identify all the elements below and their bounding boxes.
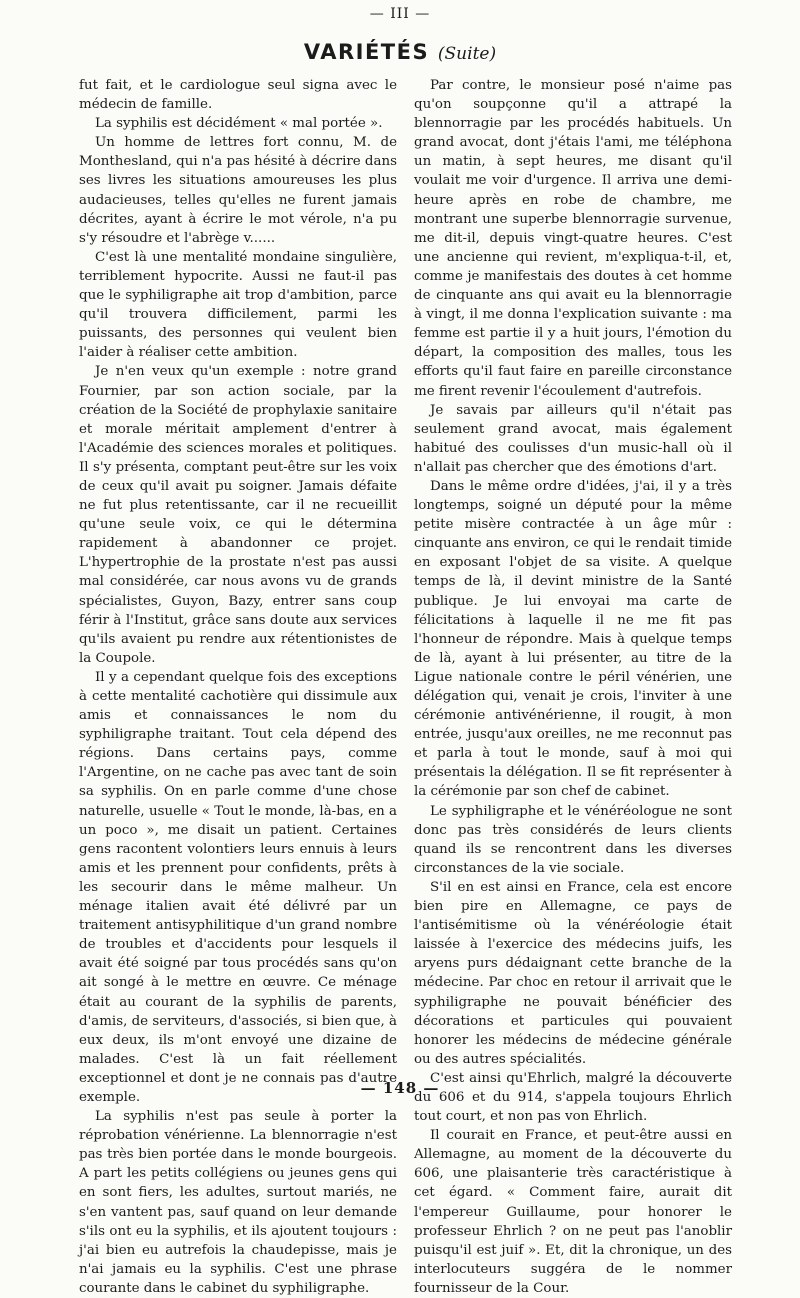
paragraph: S'il en est ainsi en France, cela est encore bien pire en Allemagne, ce pays de l'antisémitisme où la vénéréologie était laissée à l'exercice des médecins juifs, les aryens purs dédaignant cette branche de la médecine. Par choc en retour il arrivait que le syphiligraphe ne pouvait bénéficier des décorations et particules qui pouvaient honorer les médecins de médecine générale ou des autres spécialités. <box>414 879 732 1067</box>
title-text: VARIÉTÉS <box>303 40 430 64</box>
paragraph: Dans le même ordre d'idées, j'ai, il y a très longtemps, soigné un député pour la même petite misère contractée à un âge mûr : cinquante ans environ, ce qui le rendait timide en exposant l'objet de sa visite. A quelque temps de là, il devint ministre de la Santé publique. Je lui envoyai ma carte de félicitations à laquelle il ne me fit pas l'honneur de répondre. Mais à quelque temps de là, ayant à lui présenter, au titre de la Ligue nationale contre le péril vénérien, une délégation qui, venait je crois, l'inviter à une cérémonie antivénérienne, il rougit, à mon entrée, jusqu'aux oreilles, ne me reconnut pas et parla à tout le monde, sauf à moi qui présentais la délégation. Il se fit représenter à la cérémonie par son chef de cabinet. <box>414 478 732 800</box>
right-column <box>414 76 732 1298</box>
paragraph: La syphilis est décidément « mal portée ». <box>95 116 383 132</box>
paragraph: Je savais par ailleurs qu'il n'était pas seulement grand avocat, mais également habitué des coulisses d'un music-hall où il n'allait pas chercher que des émotions d'art. <box>414 402 732 475</box>
paragraph: C'est là une mentalité mondaine singulière, terriblement hypocrite. Aussi ne faut-il pas que le syphiligraphe ait trop d'ambition, parce qu'il trouvera difficilement, parmi les puissants, des personnes qui veulent bien l'aider à réaliser cette ambition. <box>79 249 397 361</box>
page-number: — 148 — <box>360 1079 440 1097</box>
title-suffix: (Suite) <box>437 44 497 64</box>
paragraph: Par contre, le monsieur posé n'aime pas qu'on soupçonne qu'il a attrapé la blennorragie par les procédés habituels. Un grand avocat, dont j'étais l'ami, me téléphona un matin, à sept heures, me disant qu'il voulait me voir d'urgence. Il arriva une demi-heure après en robe de chambre, me montrant une superbe blennorragie survenue, me dit-il, depuis vingt-quatre heures. C'est une ancienne qui revient, m'expliqua-t-il, et, comme je manifestais des doutes à cet homme de cinquante ans qui avait eu la blennorragie à vingt, il me donna l'explication suivante : ma femme est partie il y a huit jours, l'émotion du départ, la composition des malles, tous les efforts qu'il faut faire en pareille circonstance me firent revenir l'écoulement d'autrefois. <box>414 78 732 399</box>
paragraph: Il courait en France, et peut-être aussi en Allemagne, au moment de la découverte du 606, une plaisanterie très caractéristique à cet égard. « Comment faire, aurait dit l'empereur Guillaume, pour honorer le professeur Ehrlich ? on ne peut pas l'anoblir puisqu'il est juif ». Et, dit la chronique, un des interlocuteurs suggéra de le nommer fournisseur de la Cour. <box>414 1128 732 1296</box>
paragraph: fut fait, et le cardiologue seul signa avec le médecin de famille. <box>79 78 397 113</box>
paragraph: Il y a cependant quelque fois des exceptions à cette mentalité cachotière qui dissimule aux amis et connaissances le nom du syphiligraphe traitant. Tout cela dépend des régions. Dans certains pays, comme l'Argentine, on ne cache pas avec tant de soin sa syphilis. On en parle comme d'une chose naturelle, usuelle « Tout le monde, là-bas, en a un poco », me disait un patient. Certaines gens racontent volontiers leurs ennuis à leurs amis et les prennent pour confidents, prêts à les secourir dans le même malheur. Un ménage italien avait été délivré par un traitement antisyphilitique d'un grand nombre de troubles et d'accidents pour lesquels il avait été soigné par tous procédés sans qu'on ait songé à le mettre en œuvre. Ce ménage était au courant de la syphilis de parents, d'amis, de serviteurs, d'associés, si bien que, à eux deux, ils m'ont envoyé une dizaine de malades. C'est là un fait réellement exceptionnel et dont je ne connais pas d'autre exemple. <box>79 669 397 1105</box>
running-head: — III — <box>369 6 431 22</box>
left-column <box>79 76 397 1298</box>
paragraph: C'est ainsi qu'Ehrlich, malgré la découverte du 606 et du 914, s'appela toujours Ehrlich tout court, et non pas von Ehrlich. <box>414 1070 732 1125</box>
paragraph: La syphilis n'est pas seule à porter la réprobation vénérienne. La blennorragie n'est pas très bien portée dans le monde bourgeois. A part les petits collégiens ou jeunes gens qui en sont fiers, les adultes, surtout mariés, ne s'en vantent pas, sauf quand on leur demande s'ils ont eu la syphilis, et ils ajoutent toujours : j'ai bien eu autrefois la chaudepisse, mais je n'ai jamais eu la syphilis. C'est une phrase courante dans le cabinet du syphiligraphe. <box>79 1109 397 1296</box>
paragraph: Je n'en veux qu'un exemple : notre grand Fournier, par son action sociale, par la création de la Société de prophylaxie sanitaire et morale méritait amplement d'entrer à l'Académie des sciences morales et politiques. Il s'y présenta, comptant peut-être sur les voix de ceux qu'il avait pu soigner. Jamais défaite ne fut plus retentissante, car il ne recueillit qu'une seule voix, ce qui le détermina rapidement à abandonner ce projet. L'hypertrophie de la prostate n'est pas aussi mal considérée, car nous avons vu de grands spécialistes, Guyon, Bazy, entrer sans coup férir à l'Institut, grâce sans doute aux services qu'ils avaient pu rendre aux rétentionistes de la Coupole. <box>79 364 397 666</box>
paragraph: Un homme de lettres fort connu, M. de Monthesland, qui n'a pas hésité à décrire dans ses livres les situations amoureuses les plus audacieuses, telles qu'elles ne furent jamais décrites, ayant à écrire le mot vérole, n'a pu s'y résoudre et l'abrège v...... <box>79 135 397 246</box>
section-title <box>0 40 800 64</box>
paragraph: Le syphiligraphe et le vénéréologue ne sont donc pas très considérés de leurs clients quand ils se rencontrent dans les diverses circonstances de la vie sociale. <box>414 803 732 876</box>
